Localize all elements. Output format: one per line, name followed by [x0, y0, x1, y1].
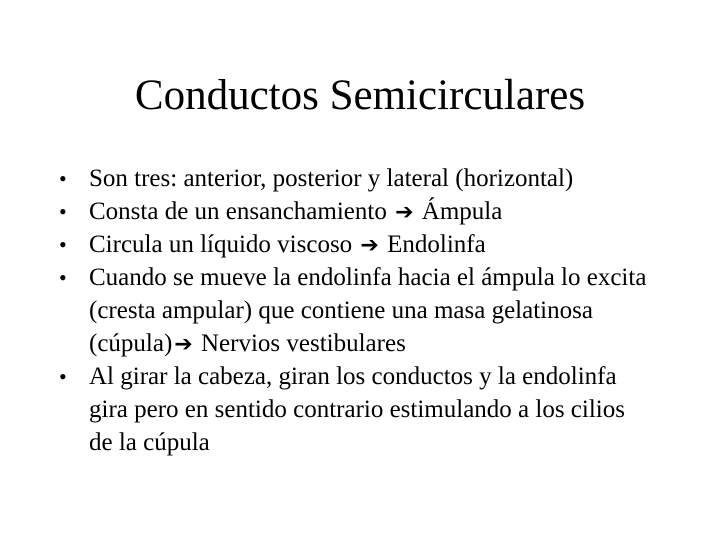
right-arrow-icon: ➔: [174, 332, 193, 357]
bullet-dot-icon: •: [59, 265, 67, 290]
bullet-item-1: [0, 162, 649, 195]
bullet-list: [0, 162, 720, 459]
bullet-dot-icon: •: [59, 166, 67, 191]
bullet-text: Al girar la cabeza, giran los conductos y la endolinfa gira pero en sentido contrario estimulando a los cilios de la cúpula: [89, 363, 625, 456]
bullet-dot-icon: •: [59, 199, 67, 224]
bullet-text: Consta de un ensanchamiento: [89, 198, 394, 225]
right-arrow-icon: ➔: [395, 200, 414, 225]
slide-title: Conductos Semicirculares: [134, 72, 586, 119]
bullet-term: Ámpula: [415, 198, 503, 225]
bullet-text: Circula un líquido viscoso: [89, 231, 359, 258]
bullet-item-3: [0, 228, 649, 261]
bullet-item-4: [0, 261, 649, 360]
bullet-term: Nervios vestibulares: [194, 330, 406, 357]
bullet-dot-icon: •: [59, 364, 67, 389]
bullet-item-2: [0, 195, 649, 228]
bullet-text: Son tres: anterior, posterior y lateral (horizontal): [89, 165, 574, 192]
bullet-dot-icon: •: [59, 232, 67, 257]
right-arrow-icon: ➔: [360, 233, 379, 258]
bullet-text: Cuando se mueve la endolinfa hacia el ámpula lo excita (cresta ampular) que contiene una masa gelatinosa (cúpula): [89, 264, 647, 357]
bullet-item-5: [0, 360, 649, 459]
bullet-term: Endolinfa: [380, 231, 486, 258]
